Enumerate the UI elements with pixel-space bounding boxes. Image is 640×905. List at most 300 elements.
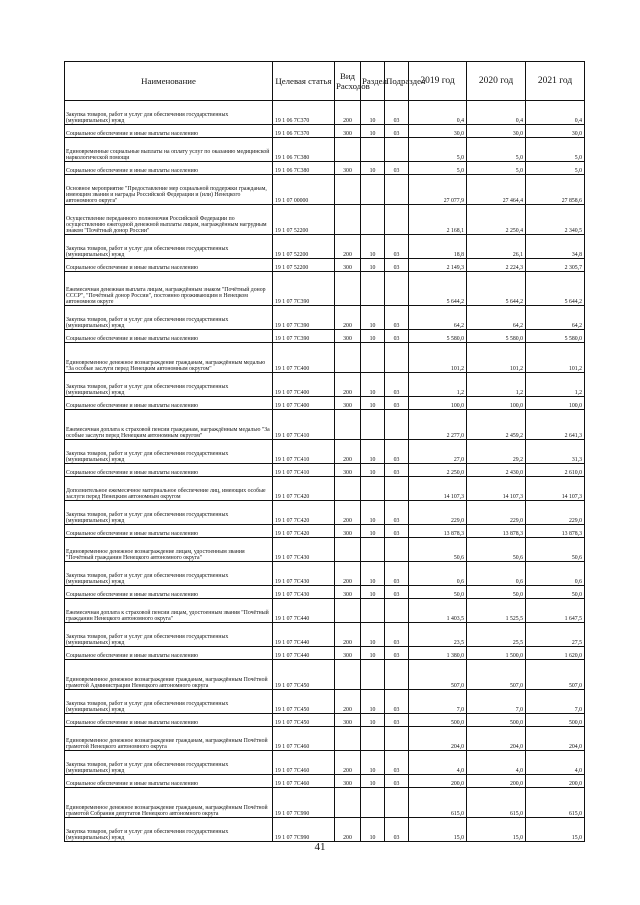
row-amount-2019: 2 149,3 <box>409 259 467 272</box>
row-amount-2019: 0,4 <box>409 101 467 125</box>
row-name: Социальное обеспечение и иные выплаты населению <box>65 397 273 410</box>
row-amount-2021: 4,0 <box>526 751 585 775</box>
row-amount-2020: 29,2 <box>467 440 526 464</box>
row-amount-2021: 27 858,6 <box>526 175 585 205</box>
row-name: Социальное обеспечение и иные выплаты населению <box>65 464 273 477</box>
row-amount-2019: 229,0 <box>409 501 467 525</box>
row-section: 10 <box>361 775 385 788</box>
table-row <box>65 477 585 501</box>
row-amount-2019: 101,2 <box>409 343 467 373</box>
row-subsection: 03 <box>385 714 409 727</box>
row-name: Закупка товаров, работ и услуг для обеспечения государственных (муниципальных) нужд <box>65 373 273 397</box>
row-subsection: 03 <box>385 373 409 397</box>
row-amount-2021: 50,6 <box>526 538 585 562</box>
row-amount-2021: 507,0 <box>526 660 585 690</box>
row-amount-2021: 2 340,5 <box>526 205 585 235</box>
row-section: 10 <box>361 501 385 525</box>
row-name: Единовременные социальные выплаты на оплату услуг по оказанию медицинской наркологической помощи <box>65 138 273 162</box>
row-expense-type: 200 <box>335 690 361 714</box>
row-target-code: 19 1 07 7С420 <box>273 477 335 501</box>
row-subsection <box>385 660 409 690</box>
row-amount-2021: 15,0 <box>526 818 585 842</box>
row-target-code: 19 1 07 7С440 <box>273 599 335 623</box>
row-target-code: 19 1 07 7С390 <box>273 272 335 306</box>
row-section: 10 <box>361 125 385 138</box>
row-expense-type <box>335 660 361 690</box>
row-subsection: 03 <box>385 306 409 330</box>
row-subsection <box>385 788 409 818</box>
row-name: Закупка товаров, работ и услуг для обеспечения государственных (муниципальных) нужд <box>65 623 273 647</box>
row-amount-2021: 34,8 <box>526 235 585 259</box>
row-amount-2020: 101,2 <box>467 343 526 373</box>
row-expense-type: 200 <box>335 373 361 397</box>
row-amount-2019: 27,0 <box>409 440 467 464</box>
row-section <box>361 410 385 440</box>
row-target-code: 19 1 07 7С400 <box>273 397 335 410</box>
table-row <box>65 751 585 775</box>
row-expense-type: 200 <box>335 623 361 647</box>
row-amount-2020: 30,0 <box>467 125 526 138</box>
row-target-code: 19 1 07 7С430 <box>273 562 335 586</box>
row-amount-2019: 7,0 <box>409 690 467 714</box>
header-section: Раздел <box>361 62 385 101</box>
row-subsection: 03 <box>385 162 409 175</box>
row-subsection: 03 <box>385 501 409 525</box>
row-amount-2021: 5 644,2 <box>526 272 585 306</box>
table-row <box>65 690 585 714</box>
row-amount-2021: 0,6 <box>526 562 585 586</box>
row-target-code: 19 1 07 7С390 <box>273 306 335 330</box>
row-expense-type: 300 <box>335 525 361 538</box>
row-amount-2020: 2 430,0 <box>467 464 526 477</box>
row-target-code: 19 1 07 7С430 <box>273 586 335 599</box>
row-expense-type <box>335 477 361 501</box>
row-expense-type <box>335 538 361 562</box>
row-section: 10 <box>361 440 385 464</box>
row-section: 10 <box>361 751 385 775</box>
row-amount-2021: 2 610,0 <box>526 464 585 477</box>
table-row <box>65 410 585 440</box>
row-section: 10 <box>361 818 385 842</box>
row-subsection <box>385 599 409 623</box>
row-expense-type: 300 <box>335 714 361 727</box>
row-amount-2020: 615,0 <box>467 788 526 818</box>
row-subsection: 03 <box>385 751 409 775</box>
table-row <box>65 162 585 175</box>
table-row <box>65 775 585 788</box>
row-name: Социальное обеспечение и иные выплаты населению <box>65 647 273 660</box>
row-subsection: 03 <box>385 647 409 660</box>
row-amount-2020: 50,6 <box>467 538 526 562</box>
table-row <box>65 205 585 235</box>
row-amount-2020: 200,0 <box>467 775 526 788</box>
row-amount-2020: 0,4 <box>467 101 526 125</box>
row-expense-type: 300 <box>335 397 361 410</box>
row-target-code: 19 1 07 7С410 <box>273 464 335 477</box>
header-subsection: Подраздел <box>385 62 409 101</box>
row-subsection: 03 <box>385 775 409 788</box>
row-amount-2021: 64,2 <box>526 306 585 330</box>
row-name: Закупка товаров, работ и услуг для обеспечения государственных (муниципальных) нужд <box>65 751 273 775</box>
row-subsection <box>385 138 409 162</box>
row-name: Закупка товаров, работ и услуг для обеспечения государственных (муниципальных) нужд <box>65 235 273 259</box>
row-amount-2019: 5,0 <box>409 138 467 162</box>
row-section <box>361 343 385 373</box>
table-row <box>65 259 585 272</box>
row-amount-2019: 5 644,2 <box>409 272 467 306</box>
row-subsection: 03 <box>385 525 409 538</box>
row-subsection: 03 <box>385 690 409 714</box>
row-expense-type: 300 <box>335 259 361 272</box>
row-section: 10 <box>361 373 385 397</box>
row-target-code: 19 1 07 7С430 <box>273 538 335 562</box>
table-body <box>65 101 585 842</box>
row-name: Социальное обеспечение и иные выплаты населению <box>65 125 273 138</box>
row-subsection <box>385 477 409 501</box>
row-amount-2021: 7,0 <box>526 690 585 714</box>
row-subsection <box>385 727 409 751</box>
row-subsection: 03 <box>385 440 409 464</box>
row-amount-2020: 2 224,3 <box>467 259 526 272</box>
header-expense-type: Вид Расходов <box>335 62 361 101</box>
row-name: Социальное обеспечение и иные выплаты населению <box>65 330 273 343</box>
row-amount-2021: 14 107,3 <box>526 477 585 501</box>
row-section: 10 <box>361 259 385 272</box>
row-amount-2020: 5,0 <box>467 162 526 175</box>
row-name: Социальное обеспечение и иные выплаты населению <box>65 162 273 175</box>
table-row <box>65 562 585 586</box>
table-row <box>65 818 585 842</box>
table-row <box>65 788 585 818</box>
row-name: Социальное обеспечение и иные выплаты населению <box>65 259 273 272</box>
row-amount-2021: 5,0 <box>526 162 585 175</box>
row-section: 10 <box>361 562 385 586</box>
row-amount-2020: 7,0 <box>467 690 526 714</box>
row-name: Закупка товаров, работ и услуг для обеспечения государственных (муниципальных) нужд <box>65 440 273 464</box>
row-amount-2021: 500,0 <box>526 714 585 727</box>
row-expense-type: 200 <box>335 235 361 259</box>
row-amount-2021: 1 647,5 <box>526 599 585 623</box>
row-expense-type <box>335 175 361 205</box>
row-amount-2019: 0,6 <box>409 562 467 586</box>
row-amount-2019: 50,0 <box>409 586 467 599</box>
row-subsection <box>385 538 409 562</box>
table-row <box>65 101 585 125</box>
header-2019: 2019 год <box>409 62 467 101</box>
row-amount-2020: 4,0 <box>467 751 526 775</box>
row-target-code: 19 1 07 7С450 <box>273 714 335 727</box>
row-section: 10 <box>361 714 385 727</box>
row-amount-2020: 500,0 <box>467 714 526 727</box>
row-section <box>361 660 385 690</box>
row-section: 10 <box>361 647 385 660</box>
row-target-code: 19 1 07 7С400 <box>273 343 335 373</box>
row-amount-2021: 5 580,0 <box>526 330 585 343</box>
table-row <box>65 599 585 623</box>
row-section: 10 <box>361 397 385 410</box>
row-name: Социальное обеспечение и иные выплаты населению <box>65 775 273 788</box>
row-subsection <box>385 272 409 306</box>
row-section: 10 <box>361 586 385 599</box>
header-2021: 2021 год <box>526 62 585 101</box>
row-amount-2020: 204,0 <box>467 727 526 751</box>
table-row <box>65 397 585 410</box>
row-target-code: 19 1 07 7С460 <box>273 751 335 775</box>
table-row <box>65 440 585 464</box>
row-amount-2019: 2 250,0 <box>409 464 467 477</box>
row-subsection: 03 <box>385 125 409 138</box>
table-row <box>65 175 585 205</box>
row-amount-2021: 1 620,0 <box>526 647 585 660</box>
row-name: Социальное обеспечение и иные выплаты населению <box>65 525 273 538</box>
row-name: Закупка товаров, работ и услуг для обеспечения государственных (муниципальных) нужд <box>65 690 273 714</box>
row-subsection <box>385 175 409 205</box>
row-amount-2019: 2 168,1 <box>409 205 467 235</box>
row-amount-2019: 1 380,0 <box>409 647 467 660</box>
row-amount-2019: 4,0 <box>409 751 467 775</box>
row-amount-2019: 204,0 <box>409 727 467 751</box>
row-amount-2021: 200,0 <box>526 775 585 788</box>
row-amount-2021: 0,4 <box>526 101 585 125</box>
row-section: 10 <box>361 162 385 175</box>
row-subsection: 03 <box>385 330 409 343</box>
row-amount-2019: 507,0 <box>409 660 467 690</box>
table-row <box>65 714 585 727</box>
table-row <box>65 727 585 751</box>
row-name: Осуществление переданного полномочия Российской Федерации по осуществлению ежегодной денежной выплаты лицам, награждённым нагрудным знаком "Почётный донор России" <box>65 205 273 235</box>
row-amount-2021: 50,0 <box>526 586 585 599</box>
row-subsection: 03 <box>385 586 409 599</box>
row-expense-type <box>335 727 361 751</box>
row-section <box>361 205 385 235</box>
table-row <box>65 306 585 330</box>
table-row <box>65 125 585 138</box>
row-subsection <box>385 410 409 440</box>
row-expense-type: 300 <box>335 464 361 477</box>
row-name: Закупка товаров, работ и услуг для обеспечения государственных (муниципальных) нужд <box>65 306 273 330</box>
row-subsection: 03 <box>385 623 409 647</box>
row-name: Единовременное денежное вознаграждение гражданам, награждённым медалью "За особые заслуги перед Ненецким автономным округом" <box>65 343 273 373</box>
row-target-code: 19 1 07 7С420 <box>273 501 335 525</box>
table-row <box>65 586 585 599</box>
row-amount-2020: 27 464,4 <box>467 175 526 205</box>
row-expense-type: 300 <box>335 586 361 599</box>
row-amount-2020: 1,2 <box>467 373 526 397</box>
table-row <box>65 647 585 660</box>
row-name: Основное мероприятие "Предоставление мер социальной поддержки гражданам, имеющим звания и награды Российской Федерации и (или) Ненецкого автономного округа" <box>65 175 273 205</box>
row-expense-type <box>335 599 361 623</box>
row-amount-2019: 50,6 <box>409 538 467 562</box>
row-amount-2019: 30,0 <box>409 125 467 138</box>
row-amount-2019: 27 077,9 <box>409 175 467 205</box>
table-row <box>65 501 585 525</box>
page-number: 41 <box>314 841 326 853</box>
row-amount-2019: 18,8 <box>409 235 467 259</box>
row-amount-2020: 229,0 <box>467 501 526 525</box>
row-target-code: 19 1 07 7С390 <box>273 330 335 343</box>
row-amount-2020: 5 644,2 <box>467 272 526 306</box>
row-amount-2020: 1 500,0 <box>467 647 526 660</box>
row-amount-2020: 2 250,4 <box>467 205 526 235</box>
row-target-code: 19 1 07 7С420 <box>273 525 335 538</box>
row-section <box>361 788 385 818</box>
row-name: Единовременное денежное вознаграждение гражданам, награждённым Почётной грамотой Администрации Ненецкого автономного округа <box>65 660 273 690</box>
row-expense-type <box>335 788 361 818</box>
row-expense-type: 300 <box>335 775 361 788</box>
row-expense-type: 200 <box>335 562 361 586</box>
row-section <box>361 727 385 751</box>
row-expense-type: 200 <box>335 751 361 775</box>
row-expense-type <box>335 138 361 162</box>
row-name: Социальное обеспечение и иные выплаты населению <box>65 714 273 727</box>
row-amount-2020: 14 107,3 <box>467 477 526 501</box>
row-amount-2021: 101,2 <box>526 343 585 373</box>
row-section <box>361 175 385 205</box>
budget-table <box>64 61 585 842</box>
row-amount-2020: 0,6 <box>467 562 526 586</box>
row-target-code: 19 1 06 7С370 <box>273 125 335 138</box>
table-row <box>65 525 585 538</box>
row-target-code: 19 1 07 7С440 <box>273 623 335 647</box>
row-amount-2021: 27,5 <box>526 623 585 647</box>
row-amount-2021: 13 878,3 <box>526 525 585 538</box>
table-row <box>65 373 585 397</box>
row-expense-type: 200 <box>335 440 361 464</box>
row-target-code: 19 1 07 00000 <box>273 175 335 205</box>
row-subsection <box>385 205 409 235</box>
row-target-code: 19 1 07 7С460 <box>273 727 335 751</box>
row-expense-type: 200 <box>335 501 361 525</box>
row-target-code: 19 1 07 7С400 <box>273 373 335 397</box>
row-target-code: 19 1 07 7С410 <box>273 440 335 464</box>
row-amount-2021: 100,0 <box>526 397 585 410</box>
table-row <box>65 343 585 373</box>
row-subsection: 03 <box>385 464 409 477</box>
header-row <box>65 62 585 101</box>
row-section: 10 <box>361 306 385 330</box>
table-row <box>65 464 585 477</box>
row-subsection: 03 <box>385 397 409 410</box>
row-target-code: 19 1 07 52200 <box>273 259 335 272</box>
row-section <box>361 138 385 162</box>
row-name: Закупка товаров, работ и услуг для обеспечения государственных (муниципальных) нужд <box>65 818 273 842</box>
row-section: 10 <box>361 623 385 647</box>
row-amount-2020: 50,0 <box>467 586 526 599</box>
row-expense-type: 200 <box>335 818 361 842</box>
row-amount-2021: 2 641,3 <box>526 410 585 440</box>
row-amount-2019: 100,0 <box>409 397 467 410</box>
row-expense-type <box>335 205 361 235</box>
row-subsection: 03 <box>385 235 409 259</box>
row-name: Социальное обеспечение и иные выплаты населению <box>65 586 273 599</box>
row-subsection: 03 <box>385 818 409 842</box>
row-section: 10 <box>361 101 385 125</box>
row-expense-type <box>335 272 361 306</box>
row-subsection: 03 <box>385 562 409 586</box>
row-amount-2019: 615,0 <box>409 788 467 818</box>
row-section: 10 <box>361 525 385 538</box>
row-target-code: 19 1 07 52200 <box>273 235 335 259</box>
row-amount-2019: 200,0 <box>409 775 467 788</box>
row-target-code: 19 1 07 7С460 <box>273 775 335 788</box>
row-target-code: 19 1 07 7С440 <box>273 647 335 660</box>
table-row <box>65 138 585 162</box>
row-amount-2020: 507,0 <box>467 660 526 690</box>
row-name: Закупка товаров, работ и услуг для обеспечения государственных (муниципальных) нужд <box>65 101 273 125</box>
row-name: Ежемесячная доплата к страховой пенсии лицам, удостоенным звания "Почётный гражданин Ненецкого автономного округа" <box>65 599 273 623</box>
row-amount-2020: 64,2 <box>467 306 526 330</box>
row-amount-2020: 2 459,2 <box>467 410 526 440</box>
table-row <box>65 623 585 647</box>
row-amount-2020: 13 878,3 <box>467 525 526 538</box>
row-amount-2021: 5,0 <box>526 138 585 162</box>
row-target-code: 19 1 06 7С370 <box>273 101 335 125</box>
row-subsection: 03 <box>385 259 409 272</box>
row-name: Ежемесячная доплата к страховой пенсии гражданам, награждённым медалью "За особые заслуги перед Ненецким автономным округом" <box>65 410 273 440</box>
row-amount-2020: 25,5 <box>467 623 526 647</box>
row-amount-2019: 23,5 <box>409 623 467 647</box>
header-target-article: Целевая статья <box>273 62 335 101</box>
row-amount-2021: 31,3 <box>526 440 585 464</box>
table-row <box>65 330 585 343</box>
table-row <box>65 235 585 259</box>
row-section: 10 <box>361 464 385 477</box>
row-amount-2019: 15,0 <box>409 818 467 842</box>
table-row <box>65 660 585 690</box>
row-name: Единовременное денежное вознаграждение гражданам, награждённым Почётной грамотой Собрания депутатов Ненецкого автономного округа <box>65 788 273 818</box>
row-amount-2019: 5 580,0 <box>409 330 467 343</box>
row-amount-2021: 2 305,7 <box>526 259 585 272</box>
row-target-code: 19 1 06 7С380 <box>273 162 335 175</box>
row-target-code: 19 1 07 7С990 <box>273 818 335 842</box>
row-section <box>361 599 385 623</box>
row-amount-2019: 64,2 <box>409 306 467 330</box>
row-expense-type: 300 <box>335 125 361 138</box>
row-amount-2020: 15,0 <box>467 818 526 842</box>
row-expense-type <box>335 343 361 373</box>
row-expense-type: 200 <box>335 306 361 330</box>
table-row <box>65 538 585 562</box>
row-amount-2020: 1 525,5 <box>467 599 526 623</box>
row-subsection: 03 <box>385 101 409 125</box>
row-amount-2019: 2 277,0 <box>409 410 467 440</box>
row-amount-2019: 13 878,3 <box>409 525 467 538</box>
row-name: Закупка товаров, работ и услуг для обеспечения государственных (муниципальных) нужд <box>65 501 273 525</box>
header-name: Наименование <box>65 62 273 101</box>
row-amount-2019: 1 403,5 <box>409 599 467 623</box>
row-target-code: 19 1 07 7С450 <box>273 690 335 714</box>
row-amount-2020: 26,1 <box>467 235 526 259</box>
row-amount-2021: 615,0 <box>526 788 585 818</box>
row-section: 10 <box>361 330 385 343</box>
row-amount-2019: 14 107,3 <box>409 477 467 501</box>
row-name: Единовременное денежное вознаграждение гражданам, награждённым Почётной грамотой Ненецкого автономного округа <box>65 727 273 751</box>
row-target-code: 19 1 07 52200 <box>273 205 335 235</box>
row-section <box>361 272 385 306</box>
row-target-code: 19 1 06 7С380 <box>273 138 335 162</box>
row-amount-2020: 100,0 <box>467 397 526 410</box>
row-amount-2021: 204,0 <box>526 727 585 751</box>
row-section <box>361 538 385 562</box>
row-target-code: 19 1 07 7С450 <box>273 660 335 690</box>
row-name: Закупка товаров, работ и услуг для обеспечения государственных (муниципальных) нужд <box>65 562 273 586</box>
row-amount-2020: 5 580,0 <box>467 330 526 343</box>
row-amount-2019: 5,0 <box>409 162 467 175</box>
row-expense-type: 300 <box>335 162 361 175</box>
row-expense-type: 200 <box>335 101 361 125</box>
row-amount-2020: 5,0 <box>467 138 526 162</box>
row-section: 10 <box>361 235 385 259</box>
